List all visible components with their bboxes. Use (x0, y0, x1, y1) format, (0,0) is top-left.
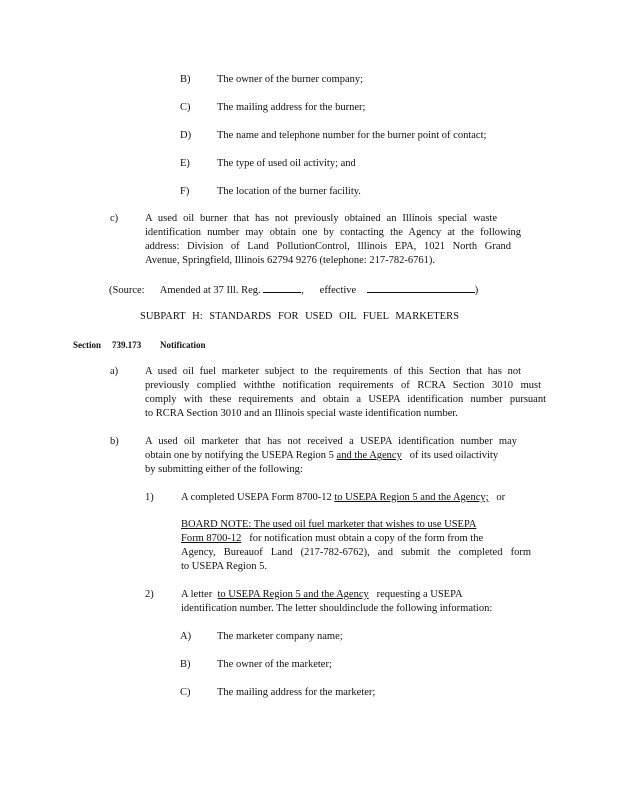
list-item: The marketer company name; (217, 631, 343, 642)
source-note (109, 282, 478, 297)
underlined-insert: Form 8700-12 (181, 533, 242, 544)
list-marker: B) (180, 659, 191, 670)
item-line (181, 491, 505, 504)
subpart-heading: SUBPART H: STANDARDS FOR USED OIL FUEL MARKETERS (140, 311, 459, 322)
paragraph-marker: c) (110, 213, 119, 224)
list-item: The type of used oil activity; and (217, 158, 356, 169)
paragraph-marker: b) (110, 436, 119, 447)
text-run: of its used oilactivity (409, 450, 499, 461)
item-line: identification number. The letter shouldinclude the following information: (181, 603, 493, 614)
section-label: Section (73, 340, 101, 350)
paragraph-line (145, 449, 498, 462)
paragraph-line: comply with these requirements and obtain a USEPA identification number pursuant (145, 394, 546, 405)
underlined-insert: and the Agency (336, 450, 402, 461)
paragraph-line: A used oil fuel marketer subject to the requirements of this Section that has not (145, 366, 521, 377)
paragraph-line: Avenue, Springfield, Illinois 62794 9276 (telephone: 217-782-6761). (145, 255, 435, 266)
text-run: for notification must obtain a copy of the form from the (249, 533, 484, 544)
board-note-line: to USEPA Region 5. (181, 561, 267, 572)
list-item: The mailing address for the burner; (217, 102, 366, 113)
paragraph-line: previously complied withthe notification requirements of RCRA Section 3010 must (145, 380, 541, 391)
source-label: (Source: (109, 285, 145, 296)
item-marker: 1) (145, 492, 154, 503)
list-marker: E) (180, 158, 190, 169)
paragraph-line: address: Division of Land PollutionControl, Illinois EPA, 1021 North Grand (145, 241, 511, 252)
list-marker: D) (180, 130, 192, 141)
list-item: The owner of the marketer; (217, 659, 332, 670)
underlined-insert: to USEPA Region 5 and the Agency; (334, 492, 489, 503)
paragraph-line: by submitting either of the following: (145, 464, 303, 475)
text-run: or (496, 492, 506, 503)
list-marker: C) (180, 102, 191, 113)
paragraph-marker: a) (110, 366, 119, 377)
source-comma: , (301, 285, 304, 296)
paragraph-line: to RCRA Section 3010 and an Illinois special waste identification number. (145, 408, 458, 419)
list-item: The owner of the burner company; (217, 74, 364, 85)
paragraph-line: A used oil burner that has not previously obtained an Illinois special waste (145, 213, 497, 224)
board-note-line: Agency, Bureauof Land (217-782-6762), and submit the completed form (181, 547, 531, 558)
source-close: ) (474, 285, 479, 296)
text-run: A completed USEPA Form 8700-12 (181, 492, 332, 503)
list-marker: A) (180, 631, 192, 642)
board-note-line: BOARD NOTE: The used oil fuel marketer that wishes to use USEPA (181, 519, 477, 530)
list-item: The mailing address for the marketer; (217, 687, 376, 698)
board-note-line (181, 532, 483, 545)
text-run: obtain one by notifying the USEPA Region 5 (145, 450, 334, 461)
list-marker: C) (180, 687, 191, 698)
source-effective: effective (319, 285, 357, 296)
paragraph-line: A used oil marketer that has not received a USEPA identification number may (145, 436, 517, 447)
register-blank (263, 282, 301, 293)
section-number: 739.173 (112, 340, 142, 350)
source-amended: Amended at 37 Ill. Reg. (159, 285, 261, 296)
list-item: The name and telephone number for the burner point of contact; (217, 130, 487, 141)
text-run: A letter (181, 589, 213, 600)
list-item: The location of the burner facility. (217, 186, 361, 197)
section-title: Notification (160, 340, 206, 350)
list-marker: B) (180, 74, 191, 85)
effective-date-blank (367, 282, 475, 293)
underlined-insert: to USEPA Region 5 and the Agency (217, 589, 369, 600)
paragraph-line: identification number may obtain one by contacting the Agency at the following (145, 227, 521, 238)
text-run: requesting a USEPA (376, 589, 463, 600)
item-marker: 2) (145, 589, 154, 600)
list-marker: F) (180, 186, 190, 197)
item-line (181, 588, 463, 601)
